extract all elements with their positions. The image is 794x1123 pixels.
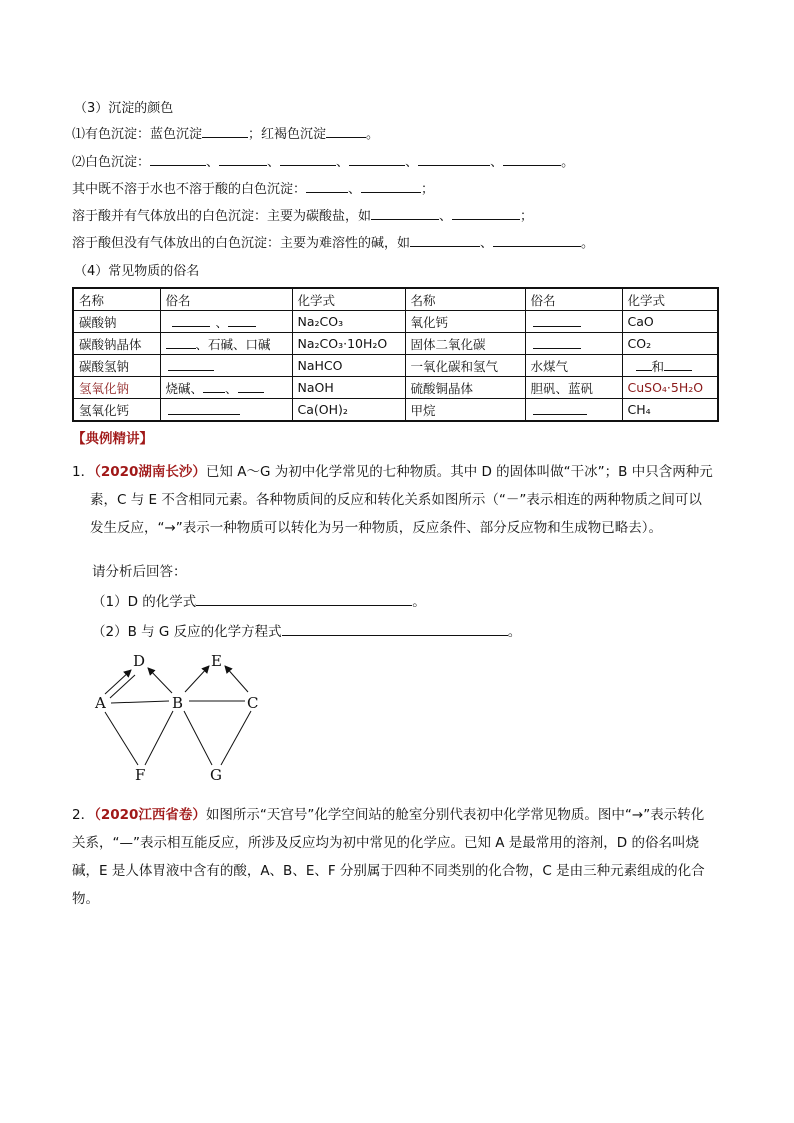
table-cell: CaO bbox=[622, 311, 718, 333]
line-text: 。 bbox=[507, 624, 522, 640]
line-text: ⑵白色沉淀： bbox=[72, 155, 151, 170]
answer-blank[interactable] bbox=[168, 402, 240, 415]
question-text: 关系，“—”表示相互能反应，所涉及反应均为初中常见的化学应。已知 A 是最常用的溶剂，D 的俗名叫烧 bbox=[72, 835, 699, 851]
table-header: 名称 bbox=[73, 288, 160, 311]
arrow-c-to-e bbox=[225, 666, 248, 692]
node-g: G bbox=[210, 766, 222, 784]
line-text: 、 bbox=[405, 155, 419, 170]
line-text: ；红褐色沉淀 bbox=[248, 127, 327, 142]
answer-blank[interactable] bbox=[503, 153, 561, 166]
question-source: （2020湖南长沙） bbox=[94, 464, 206, 480]
carbonate-precipitate-line bbox=[72, 205, 533, 224]
answer-blank[interactable] bbox=[533, 314, 581, 327]
table-cell bbox=[160, 355, 292, 377]
line-text: 溶于酸并有气体放出的白色沉淀：主要为碳酸盐，如 bbox=[72, 209, 372, 224]
subquestion-2 bbox=[92, 620, 521, 640]
answer-blank[interactable] bbox=[280, 153, 336, 166]
table-cell bbox=[160, 311, 292, 333]
table-cell: 碳酸氢钠 bbox=[73, 355, 160, 377]
answer-blank[interactable] bbox=[203, 380, 225, 393]
table-cell: CH₄ bbox=[622, 399, 718, 422]
question-number: 1． bbox=[72, 464, 95, 480]
edge-c-g bbox=[221, 711, 251, 765]
example-header: 【典例精讲】 bbox=[72, 431, 153, 447]
answer-blank[interactable] bbox=[418, 153, 490, 166]
table-cell: 甲烷 bbox=[405, 399, 525, 422]
table-row bbox=[73, 355, 718, 377]
answer-blank[interactable] bbox=[150, 153, 206, 166]
answer-blank[interactable] bbox=[533, 336, 581, 349]
table-cell: Ca(OH)₂ bbox=[292, 399, 405, 422]
table-cell: 氢氧化钠 bbox=[73, 377, 160, 399]
answer-blank[interactable] bbox=[238, 380, 264, 393]
section-4-title: （4）常见物质的俗名 bbox=[74, 264, 200, 279]
line-text: 烧碱、 bbox=[165, 380, 204, 396]
table-cell: CuSO₄·5H₂O bbox=[622, 377, 718, 399]
table-row bbox=[73, 333, 718, 355]
answer-blank[interactable] bbox=[326, 125, 366, 138]
table-cell: 碳酸钠 bbox=[73, 311, 160, 333]
answer-blank[interactable] bbox=[172, 314, 210, 327]
question-text: 发生反应，“→”表示一种物质可以转化为另一种物质，反应条件、部分反应物和生成物已略去）。 bbox=[90, 520, 663, 536]
question-text: 如图所示“天宫号”化学空间站的舱室分别代表初中化学常见物质。图中“→”表示转化 bbox=[205, 807, 705, 823]
edge-b-f bbox=[145, 711, 173, 765]
line-text: 其中既不溶于水也不溶于酸的白色沉淀： bbox=[72, 182, 307, 197]
line-text: 、 bbox=[490, 155, 504, 170]
line-text: 、 bbox=[439, 209, 453, 224]
question-text: 素，C 与 E 不含相同元素。各种物质间的反应和转化关系如图所示（“－”表示相连的两种物质之间可以 bbox=[90, 492, 702, 508]
line-text: （2）B 与 G 反应的化学方程式 bbox=[92, 624, 282, 640]
node-e: E bbox=[211, 652, 222, 670]
answer-blank[interactable] bbox=[166, 336, 196, 349]
question-prompt: 请分析后回答： bbox=[92, 564, 187, 580]
table-cell: 氢氧化钙 bbox=[73, 399, 160, 422]
line-text: 、 bbox=[348, 182, 362, 197]
answer-blank[interactable] bbox=[202, 125, 248, 138]
answer-blank[interactable] bbox=[452, 207, 520, 220]
question-text: 物。 bbox=[72, 891, 99, 907]
table-header: 化学式 bbox=[292, 288, 405, 311]
table-cell bbox=[525, 399, 622, 422]
table-cell bbox=[160, 399, 292, 422]
white-precipitate-line bbox=[72, 151, 574, 170]
line-text: 、 bbox=[206, 155, 220, 170]
edge-a-f bbox=[105, 712, 138, 765]
table-cell: 一氧化碳和氢气 bbox=[405, 355, 525, 377]
answer-blank[interactable] bbox=[168, 358, 214, 371]
table-cell: 碳酸钠晶体 bbox=[73, 333, 160, 355]
node-d: D bbox=[133, 652, 146, 670]
table-header-row bbox=[73, 288, 718, 311]
reaction-diagram bbox=[85, 648, 275, 786]
colored-precipitate-line bbox=[72, 123, 379, 142]
answer-blank[interactable] bbox=[361, 180, 421, 193]
table-cell: 胆矾、蓝矾 bbox=[525, 377, 622, 399]
answer-blank[interactable] bbox=[219, 153, 267, 166]
question-number: 2． bbox=[72, 807, 95, 823]
line-text: 。 bbox=[366, 127, 380, 142]
answer-blank[interactable] bbox=[636, 358, 652, 371]
table-header: 俗名 bbox=[525, 288, 622, 311]
line-text: 、石碱、口碱 bbox=[195, 336, 271, 352]
table-cell: 固体二氧化碳 bbox=[405, 333, 525, 355]
line-text: 。 bbox=[581, 236, 595, 251]
table-header: 化学式 bbox=[622, 288, 718, 311]
table-header: 名称 bbox=[405, 288, 525, 311]
table-cell: Na₂CO₃·10H₂O bbox=[292, 333, 405, 355]
line-text: ； bbox=[421, 182, 435, 197]
edge-b-g bbox=[184, 711, 212, 765]
table-header: 俗名 bbox=[160, 288, 292, 311]
table-cell: CO₂ bbox=[622, 333, 718, 355]
line-text: 、 bbox=[267, 155, 281, 170]
arrow-b-to-e bbox=[185, 666, 209, 692]
table-row bbox=[73, 377, 718, 399]
answer-blank[interactable] bbox=[664, 358, 692, 371]
answer-blank[interactable] bbox=[493, 234, 581, 247]
edge-a-b bbox=[111, 701, 169, 703]
line-text: ⑴有色沉淀：蓝色沉淀 bbox=[72, 127, 203, 142]
line-text: 、 bbox=[480, 236, 494, 251]
answer-blank[interactable] bbox=[306, 180, 348, 193]
line-text: 。 bbox=[561, 155, 575, 170]
node-f: F bbox=[135, 766, 146, 784]
line-text: 和 bbox=[651, 358, 665, 374]
insoluble-precipitate-line bbox=[72, 178, 434, 197]
answer-blank[interactable] bbox=[349, 153, 405, 166]
answer-blank[interactable] bbox=[371, 207, 439, 220]
node-c: C bbox=[247, 694, 259, 712]
subquestion-1 bbox=[92, 590, 426, 610]
table-cell: 硫酸铜晶体 bbox=[405, 377, 525, 399]
answer-blank[interactable] bbox=[196, 593, 412, 606]
answer-blank[interactable] bbox=[282, 623, 508, 636]
table-cell: NaHCO bbox=[292, 355, 405, 377]
line-text: 、 bbox=[225, 380, 238, 396]
table-row bbox=[73, 399, 718, 422]
line-text: 溶于酸但没有气体放出的白色沉淀：主要为难溶性的碱，如 bbox=[72, 236, 411, 251]
table-cell bbox=[525, 311, 622, 333]
line-text: ； bbox=[520, 209, 534, 224]
question-2 bbox=[72, 801, 732, 913]
common-names-table bbox=[72, 287, 719, 422]
table-cell: 氧化钙 bbox=[405, 311, 525, 333]
node-b: B bbox=[172, 694, 184, 712]
question-source: （2020江西省卷） bbox=[94, 807, 206, 823]
section-3-title: （3）沉淀的颜色 bbox=[74, 101, 174, 116]
table-row bbox=[73, 311, 718, 333]
table-cell: NaOH bbox=[292, 377, 405, 399]
arrow-b-to-d bbox=[148, 668, 172, 693]
line-text: 、 bbox=[336, 155, 350, 170]
base-precipitate-line bbox=[72, 232, 594, 251]
line-text: 、 bbox=[215, 314, 229, 330]
question-text: 已知 A～G 为初中化学常见的七种物质。其中 D 的固体叫做“干冰”；B 中只含两种元 bbox=[205, 464, 713, 480]
answer-blank[interactable] bbox=[410, 234, 480, 247]
table-cell bbox=[160, 377, 292, 399]
question-text: 碱，E 是人体胃液中含有的酸，A、B、E、F 分别属于四种不同类别的化合物，C 是由三种元素组成的化合 bbox=[72, 863, 705, 879]
answer-blank[interactable] bbox=[228, 314, 256, 327]
node-a: A bbox=[95, 694, 106, 712]
table-cell: 水煤气 bbox=[525, 355, 622, 377]
table-cell bbox=[160, 333, 292, 355]
line-text: （1）D 的化学式 bbox=[92, 594, 197, 610]
table-cell bbox=[622, 355, 718, 377]
line-text: 。 bbox=[412, 594, 426, 610]
question-1 bbox=[72, 458, 732, 542]
table-cell bbox=[525, 333, 622, 355]
table-cell: Na₂CO₃ bbox=[292, 311, 405, 333]
answer-blank[interactable] bbox=[533, 402, 587, 415]
